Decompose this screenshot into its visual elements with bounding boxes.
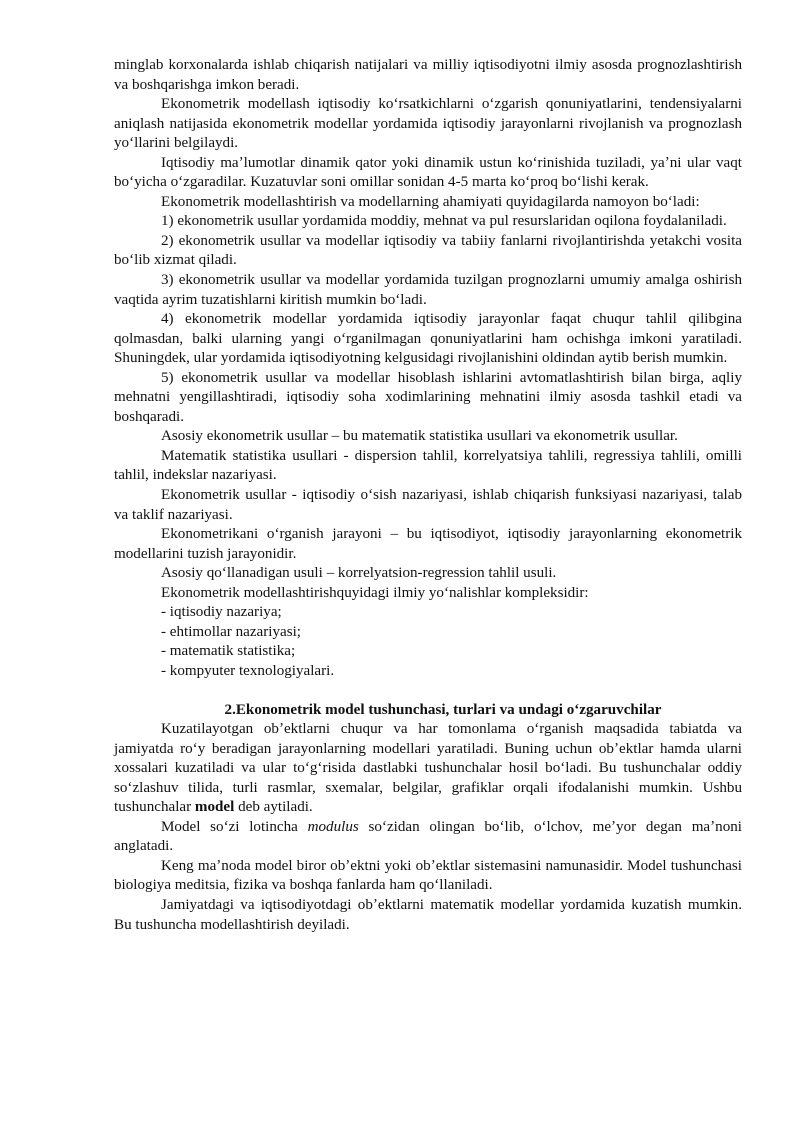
paragraph-text: Kuzatilayotgan obʼektlarni chuqur va har tomonlama oʻrganish maqsadida tabiatda va jamiyatda roʻy beradigan jarayonlarning modellari yaratiladi. Buning uchun obʼektlar hamda ularni xossalari kuzatiladi va ular toʻgʻrisida dastlabki tushunchalar hosil boʻladi. Bu tushunchalar oddiy soʻzlashuv tilida, turli rasmlar, sxemalar, belgilar, grafiklar orqali ifodalanishi mumkin. Ushbu tushunchalar	[114, 721, 742, 816]
paragraph-text: soʻzidan olingan boʻlib, oʻlchov, meʼyor degan maʼnoni anglatadi.	[114, 818, 742, 855]
list-item: - ehtimollar nazariyasi;	[161, 623, 301, 640]
paragraph-text: deb aytiladi.	[234, 799, 313, 816]
paragraph: Asosiy qoʻllanadigan usuli – korrelyatsion-regression tahlil usuli.	[161, 565, 557, 582]
section-heading: 2.Ekonometrik model tushunchasi, turlari va undagi oʻzgaruvchilar	[224, 701, 662, 718]
list-item: - kompyuter texnologiyalari.	[161, 662, 335, 679]
numbered-item: 1) ekonometrik usullar yordamida moddiy, mehnat va pul resurslaridan oqilona foydalaniladi.	[161, 213, 727, 230]
italic-term: modulus	[307, 818, 359, 835]
paragraph: Ekonometrik modellash iqtisodiy koʻrsatkichlarni oʻzgarish qonuniyatlarini, tendensiyalarni aniqlash natijasida ekonometrik modellar yordamida iqtisodiy jarayonlarni rivojlanish va prognozlash yoʻllarini belgilaydi.	[114, 96, 742, 152]
paragraph: Ekonometrik modellashtirishquyidagi ilmiy yoʻnalishlar kompleksidir:	[161, 584, 589, 601]
bold-term: model	[194, 799, 235, 816]
list-item: - iqtisodiy nazariya;	[161, 604, 282, 621]
paragraph: Iqtisodiy maʼlumotlar dinamik qator yoki dinamik ustun koʻrinishida tuziladi, yaʼni ular vaqt boʻyicha oʻzgaradilar. Kuzatuvlar soni omillar sonidan 4-5 marta koʻproq boʻlishi kerak.	[114, 154, 742, 191]
paragraph: Matematik statistika usullari - dispersion tahlil, korrelyatsiya tahlili, regressiya tahlili, omilli tahlil, indekslar nazariyasi.	[114, 447, 742, 484]
paragraph-continuation: minglab korxonalarda ishlab chiqarish natijalari va milliy iqtisodiyotni ilmiy asosda prognozlashtirish va boshqarishga imkon beradi.	[114, 57, 742, 93]
numbered-item: 4) ekonometrik modellar yordamida iqtisodiy jarayonlar faqat chuqur tahlil qilibgina qolmasdan, balki ularning yangi oʻrganilmagan qonuniyatlarini ham ochishga imkoni yaratiladi. Shuningdek, ular yordamida iqtisodiyotning kelgusidagi rivojlanishini oldindan aytib berish mumkin.	[114, 311, 742, 367]
document-page	[114, 56, 742, 935]
paragraph: Asosiy ekonometrik usullar – bu matematik statistika usullari va ekonometrik usullar.	[161, 428, 678, 445]
paragraph: Keng maʼnoda model biror obʼektni yoki obʼektlar sistemasini namunasidir. Model tushunchasi biologiya meditsia, fizika va boshqa fanlarda ham qoʻllaniladi.	[114, 857, 742, 894]
paragraph	[114, 818, 742, 857]
list-item: - matematik statistika;	[161, 643, 296, 660]
numbered-item: 3) ekonometrik usullar va modellar yordamida tuzilgan prognozlarni umumiy amalga oshirish vaqtida ayrim tuzatishlarni kiritish mumkin boʻladi.	[114, 272, 742, 308]
paragraph-text: Model soʻzi lotincha	[161, 818, 308, 835]
numbered-item: 5) ekonometrik usullar va modellar hisoblash ishlarini avtomatlashtirish bilan birga, aqliy mehnatni yengillashtiradi, iqtisodiy soha xodimlarining mehnatini ilmiy asosda tashkil etadi va boshqaradi.	[114, 369, 742, 425]
paragraph: Ekonometrik usullar - iqtisodiy oʻsish nazariyasi, ishlab chiqarish funksiyasi nazariyasi, talab va taklif nazariyasi.	[114, 487, 742, 523]
paragraph: Ekonometrikani oʻrganish jarayoni – bu iqtisodiyot, iqtisodiy jarayonlarning ekonometrik modellarini tuzish jarayonidir.	[114, 526, 742, 562]
paragraph: Ekonometrik modellashtirish va modellarning ahamiyati quyidagilarda namoyon boʻladi:	[161, 193, 700, 210]
paragraph: Jamiyatdagi va iqtisodiyotdagi obʼektlarni matematik modellar yordamida kuzatish mumkin. Bu tushuncha modellashtirish deyiladi.	[114, 896, 742, 933]
paragraph	[114, 720, 742, 818]
numbered-item: 2) ekonometrik usullar va modellar iqtisodiy va tabiiy fanlarni rivojlantirishda yetakchi vosita boʻlib xizmat qiladi.	[114, 232, 742, 269]
